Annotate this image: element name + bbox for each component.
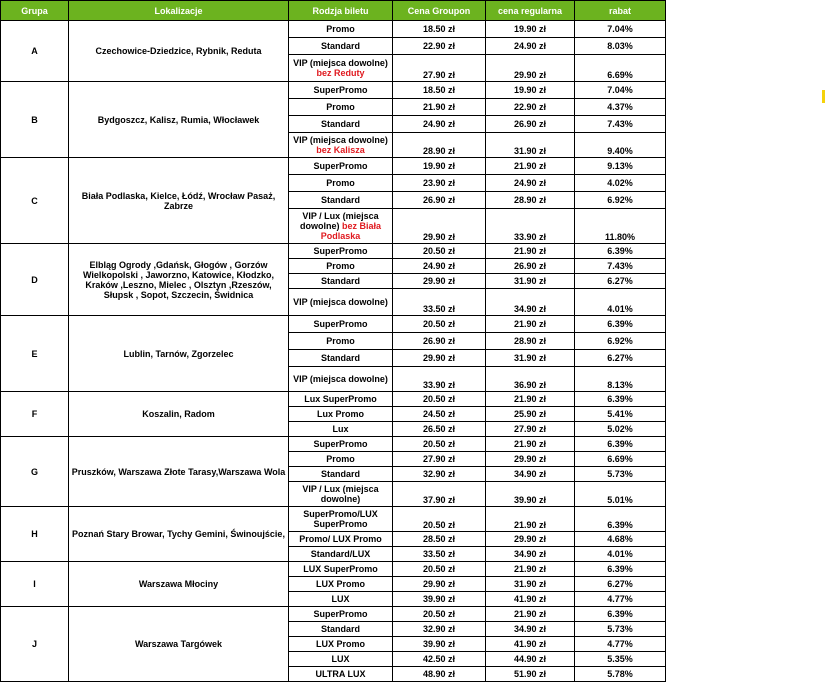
discount-rate: 6.27%: [575, 350, 666, 367]
ticket-type-label: Standard/LUX: [310, 549, 371, 559]
ticket-type-label: Promo: [326, 454, 355, 464]
table-row: [1, 507, 666, 532]
price-regular: 41.90 zł: [486, 592, 575, 607]
price-regular: 31.90 zł: [486, 350, 575, 367]
header-rabat: rabat: [575, 1, 666, 21]
price-groupon: 27.90 zł: [393, 55, 486, 82]
group-label: H: [1, 507, 69, 562]
price-groupon: 26.90 zł: [393, 333, 486, 350]
ticket-type: [289, 209, 393, 244]
discount-rate: 4.77%: [575, 637, 666, 652]
price-regular: 29.90 zł: [486, 55, 575, 82]
ticket-type: [289, 637, 393, 652]
ticket-type-label: Standard: [320, 276, 360, 286]
discount-rate: 7.43%: [575, 116, 666, 133]
ticket-type-label: LUX SuperPromo: [303, 564, 378, 574]
ticket-type-label: Standard: [320, 119, 360, 129]
price-groupon: 26.90 zł: [393, 192, 486, 209]
ticket-type-label: Promo/ LUX Promo: [299, 534, 382, 544]
table-row: [1, 158, 666, 175]
discount-rate: 6.69%: [575, 55, 666, 82]
price-groupon: 20.50 zł: [393, 607, 486, 622]
ticket-type-label: Standard: [320, 41, 360, 51]
ticket-type: [289, 407, 393, 422]
ticket-type: [289, 274, 393, 289]
ticket-type: [289, 422, 393, 437]
group-locations: Elbląg Ogrody ,Gdańsk, Głogów , Gorzów Wielkopolski , Jaworzno, Katowice, Kłodzko, Kraków ,Leszno, Mielec , Olsztyn ,Rzeszów, Słupsk , Sopot, Szczecin, Świdnica: [69, 244, 289, 316]
price-groupon: 33.50 zł: [393, 289, 486, 316]
discount-rate: 11.80%: [575, 209, 666, 244]
price-regular: 36.90 zł: [486, 367, 575, 392]
ticket-type-label: VIP (miejsca dowolne): [293, 135, 388, 145]
price-regular: 29.90 zł: [486, 452, 575, 467]
discount-rate: 4.01%: [575, 547, 666, 562]
price-regular: 31.90 zł: [486, 274, 575, 289]
ticket-type: [289, 158, 393, 175]
ticket-type-label: Promo: [326, 24, 355, 34]
price-groupon: 26.50 zł: [393, 422, 486, 437]
ticket-type: [289, 622, 393, 637]
ticket-type-label: Promo: [326, 178, 355, 188]
ticket-type-label: LUX: [331, 594, 350, 604]
table-row: [1, 392, 666, 407]
group-label: B: [1, 82, 69, 158]
price-groupon: 27.90 zł: [393, 452, 486, 467]
ticket-type: [289, 192, 393, 209]
ticket-type-label: Promo: [326, 261, 355, 271]
ticket-type-label: Standard: [320, 353, 360, 363]
price-regular: 31.90 zł: [486, 577, 575, 592]
ticket-exclusion-note: bez Reduty: [316, 68, 365, 78]
price-regular: 34.90 zł: [486, 622, 575, 637]
discount-rate: 7.43%: [575, 259, 666, 274]
discount-rate: 6.39%: [575, 437, 666, 452]
price-groupon: 33.90 zł: [393, 367, 486, 392]
price-groupon: 33.50 zł: [393, 547, 486, 562]
table-row: [1, 82, 666, 99]
ticket-type-label: Standard: [320, 469, 360, 479]
discount-rate: 4.02%: [575, 175, 666, 192]
price-groupon: 32.90 zł: [393, 622, 486, 637]
ticket-type: [289, 532, 393, 547]
discount-rate: 6.27%: [575, 274, 666, 289]
group-label: E: [1, 316, 69, 392]
ticket-type-label: Lux: [332, 424, 349, 434]
price-regular: 41.90 zł: [486, 637, 575, 652]
ticket-type-label: Lux Promo: [316, 409, 364, 419]
ticket-type: [289, 507, 393, 532]
ticket-type: [289, 116, 393, 133]
ticket-type: [289, 333, 393, 350]
price-regular: 21.90 zł: [486, 392, 575, 407]
price-groupon: 19.90 zł: [393, 158, 486, 175]
discount-rate: 6.27%: [575, 577, 666, 592]
ticket-type: [289, 592, 393, 607]
price-regular: 21.90 zł: [486, 244, 575, 259]
price-regular: 44.90 zł: [486, 652, 575, 667]
discount-rate: 5.02%: [575, 422, 666, 437]
price-regular: 27.90 zł: [486, 422, 575, 437]
discount-rate: 6.39%: [575, 607, 666, 622]
price-groupon: 18.50 zł: [393, 21, 486, 38]
group-locations: Koszalin, Radom: [69, 392, 289, 437]
discount-rate: 5.78%: [575, 667, 666, 682]
header-row: [1, 1, 666, 21]
table-row: [1, 316, 666, 333]
discount-rate: 5.35%: [575, 652, 666, 667]
price-regular: 33.90 zł: [486, 209, 575, 244]
ticket-type: [289, 367, 393, 392]
discount-rate: 5.41%: [575, 407, 666, 422]
price-regular: 21.90 zł: [486, 316, 575, 333]
price-regular: 24.90 zł: [486, 175, 575, 192]
price-groupon: 29.90 zł: [393, 350, 486, 367]
price-groupon: 48.90 zł: [393, 667, 486, 682]
price-groupon: 24.90 zł: [393, 259, 486, 274]
price-groupon: 20.50 zł: [393, 392, 486, 407]
price-groupon: 21.90 zł: [393, 99, 486, 116]
ticket-type: [289, 437, 393, 452]
discount-rate: 7.04%: [575, 21, 666, 38]
price-groupon: 28.50 zł: [393, 532, 486, 547]
price-regular: 19.90 zł: [486, 82, 575, 99]
table-row: [1, 562, 666, 577]
group-locations: Warszawa Targówek: [69, 607, 289, 682]
group-label: I: [1, 562, 69, 607]
ticket-type: [289, 607, 393, 622]
ticket-type-label: SuperPromo: [313, 161, 368, 171]
ticket-type: [289, 55, 393, 82]
ticket-type: [289, 99, 393, 116]
price-regular: 24.90 zł: [486, 38, 575, 55]
price-groupon: 29.90 zł: [393, 577, 486, 592]
ticket-type: [289, 392, 393, 407]
price-regular: 26.90 zł: [486, 259, 575, 274]
price-groupon: 29.90 zł: [393, 209, 486, 244]
price-regular: 28.90 zł: [486, 333, 575, 350]
ticket-type: [289, 577, 393, 592]
group-locations: Warszawa Młociny: [69, 562, 289, 607]
ticket-type: [289, 244, 393, 259]
group-label: F: [1, 392, 69, 437]
price-regular: 31.90 zł: [486, 133, 575, 158]
discount-rate: 6.39%: [575, 392, 666, 407]
ticket-type-label: SuperPromo: [313, 439, 368, 449]
ticket-type-label: Standard: [320, 195, 360, 205]
price-regular: 21.90 zł: [486, 562, 575, 577]
ticket-type-label: VIP (miejsca dowolne): [293, 374, 388, 384]
ticket-type-label: Lux SuperPromo: [304, 394, 377, 404]
price-groupon: 22.90 zł: [393, 38, 486, 55]
price-regular: 51.90 zł: [486, 667, 575, 682]
ticket-type-label: VIP (miejsca dowolne): [293, 58, 388, 68]
discount-rate: 6.39%: [575, 316, 666, 333]
price-groupon: 20.50 zł: [393, 507, 486, 532]
discount-rate: 6.39%: [575, 562, 666, 577]
header-cena-regularna: cena regularna: [486, 1, 575, 21]
ticket-type-label: SuperPromo: [313, 85, 368, 95]
discount-rate: 7.04%: [575, 82, 666, 99]
group-locations: Bydgoszcz, Kalisz, Rumia, Włocławek: [69, 82, 289, 158]
price-regular: 34.90 zł: [486, 467, 575, 482]
accent-marker: [822, 90, 825, 103]
ticket-type: [289, 82, 393, 99]
price-regular: 21.90 zł: [486, 437, 575, 452]
ticket-type: [289, 21, 393, 38]
discount-rate: 9.40%: [575, 133, 666, 158]
ticket-type: [289, 482, 393, 507]
price-groupon: 28.90 zł: [393, 133, 486, 158]
group-label: D: [1, 244, 69, 316]
ticket-type: [289, 38, 393, 55]
ticket-type-label: LUX: [331, 654, 350, 664]
ticket-type-label: SuperPromo: [313, 609, 368, 619]
ticket-type-label: Promo: [326, 336, 355, 346]
price-groupon: 37.90 zł: [393, 482, 486, 507]
discount-rate: 4.01%: [575, 289, 666, 316]
discount-rate: 5.01%: [575, 482, 666, 507]
group-label: A: [1, 21, 69, 82]
discount-rate: 6.92%: [575, 192, 666, 209]
table-row: [1, 244, 666, 259]
discount-rate: 6.39%: [575, 244, 666, 259]
header-cena-groupon: Cena Groupon: [393, 1, 486, 21]
price-regular: 22.90 zł: [486, 99, 575, 116]
price-groupon: 20.50 zł: [393, 244, 486, 259]
ticket-type: [289, 547, 393, 562]
ticket-type-label: VIP (miejsca dowolne): [293, 297, 388, 307]
price-regular: 34.90 zł: [486, 547, 575, 562]
ticket-type: [289, 175, 393, 192]
table-row: [1, 607, 666, 622]
price-groupon: 42.50 zł: [393, 652, 486, 667]
price-regular: 26.90 zł: [486, 116, 575, 133]
group-label: C: [1, 158, 69, 244]
group-locations: Lublin, Tarnów, Zgorzelec: [69, 316, 289, 392]
price-groupon: 20.50 zł: [393, 562, 486, 577]
price-groupon: 39.90 zł: [393, 592, 486, 607]
group-locations: Czechowice-Dziedzice, Rybnik, Reduta: [69, 21, 289, 82]
discount-rate: 6.69%: [575, 452, 666, 467]
group-locations: Poznań Stary Browar, Tychy Gemini, Świnoujście,: [69, 507, 289, 562]
ticket-exclusion-note: bez Biała Podlaska: [320, 221, 382, 241]
ticket-type-label: SuperPromo: [313, 246, 368, 256]
price-table-body: [1, 21, 666, 682]
ticket-type-label: Standard: [320, 624, 360, 634]
price-regular: 25.90 zł: [486, 407, 575, 422]
ticket-type: [289, 133, 393, 158]
table-row: [1, 437, 666, 452]
price-groupon: 18.50 zł: [393, 82, 486, 99]
discount-rate: 4.77%: [575, 592, 666, 607]
price-groupon: 29.90 zł: [393, 274, 486, 289]
price-regular: 21.90 zł: [486, 507, 575, 532]
price-groupon: 39.90 zł: [393, 637, 486, 652]
price-groupon: 20.50 zł: [393, 316, 486, 333]
discount-rate: 8.13%: [575, 367, 666, 392]
discount-rate: 5.73%: [575, 467, 666, 482]
header-rodzaj: Rodzja biletu: [289, 1, 393, 21]
discount-rate: 8.03%: [575, 38, 666, 55]
ticket-type-label: VIP / Lux (miejsca dowolne): [299, 211, 379, 231]
price-regular: 28.90 zł: [486, 192, 575, 209]
ticket-type-label: ULTRA LUX: [315, 669, 366, 679]
discount-rate: 4.68%: [575, 532, 666, 547]
price-regular: 29.90 zł: [486, 532, 575, 547]
ticket-type: [289, 289, 393, 316]
group-locations: Biała Podlaska, Kielce, Łódź, Wrocław Pasaż, Zabrze: [69, 158, 289, 244]
price-groupon: 23.90 zł: [393, 175, 486, 192]
price-regular: 34.90 zł: [486, 289, 575, 316]
ticket-type-label: LUX Promo: [315, 639, 365, 649]
price-regular: 21.90 zł: [486, 607, 575, 622]
price-regular: 21.90 zł: [486, 158, 575, 175]
ticket-type: [289, 467, 393, 482]
price-groupon: 32.90 zł: [393, 467, 486, 482]
price-groupon: 24.50 zł: [393, 407, 486, 422]
price-groupon: 24.90 zł: [393, 116, 486, 133]
table-row: [1, 21, 666, 38]
ticket-type: [289, 652, 393, 667]
discount-rate: 5.73%: [575, 622, 666, 637]
price-groupon: 20.50 zł: [393, 437, 486, 452]
ticket-type-label: Promo: [326, 102, 355, 112]
ticket-type: [289, 667, 393, 682]
discount-rate: 9.13%: [575, 158, 666, 175]
ticket-type: [289, 259, 393, 274]
ticket-type: [289, 316, 393, 333]
ticket-type: [289, 350, 393, 367]
discount-rate: 6.92%: [575, 333, 666, 350]
ticket-type-label: LUX Promo: [315, 579, 365, 589]
ticket-type-label: SuperPromo/LUX SuperPromo: [303, 509, 378, 529]
discount-rate: 4.37%: [575, 99, 666, 116]
ticket-type-label: VIP / Lux (miejsca dowolne): [302, 484, 379, 504]
price-regular: 39.90 zł: [486, 482, 575, 507]
group-label: G: [1, 437, 69, 507]
header-lokalizacje: Lokalizacje: [69, 1, 289, 21]
group-locations: Pruszków, Warszawa Złote Tarasy,Warszawa Wola: [69, 437, 289, 507]
group-label: J: [1, 607, 69, 682]
ticket-exclusion-note: bez Kalisza: [316, 145, 365, 155]
discount-rate: 6.39%: [575, 507, 666, 532]
ticket-type: [289, 562, 393, 577]
ticket-type-label: SuperPromo: [313, 319, 368, 329]
price-regular: 19.90 zł: [486, 21, 575, 38]
header-grupa: Grupa: [1, 1, 69, 21]
ticket-type: [289, 452, 393, 467]
